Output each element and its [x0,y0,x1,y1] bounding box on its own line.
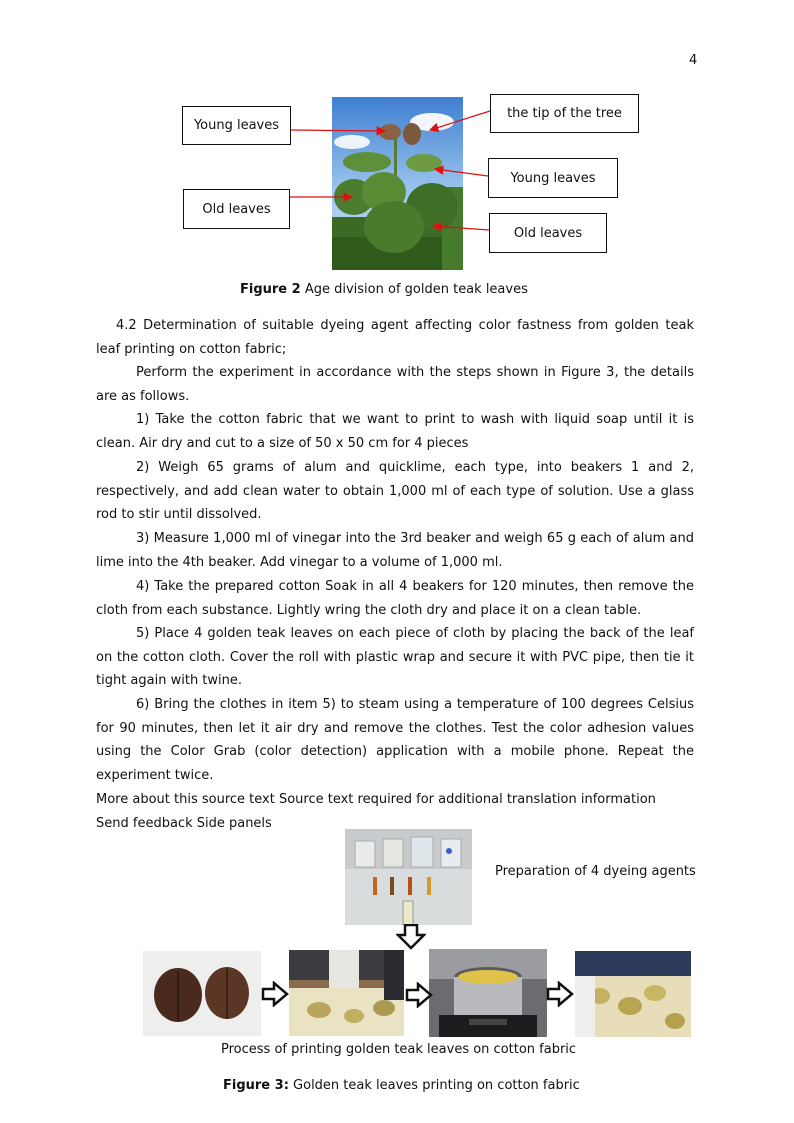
source-text-note: More about this source text Source text required for additional translation information [96,792,656,807]
prep-label: Preparation of 4 dyeing agents [495,864,696,879]
young-leaves-label-right: Young leaves [488,158,618,198]
tree-tip-label: the tip of the tree [490,94,639,133]
figure2-arrows [0,0,794,300]
figure2-caption [240,282,528,297]
figure3-caption-text: Golden teak leaves printing on cotton fabric [288,1078,580,1093]
printing-cloth-photo [289,950,404,1036]
section-intro: Perform the experiment in accordance with the steps shown in Figure 3, the details are as follows. [96,365,694,404]
right-arrow-icon-3 [546,981,574,1007]
old-leaves-label-left: Old leaves [183,189,290,229]
figure3-caption [223,1078,580,1093]
step-2: 2) Weigh 65 grams of alum and quicklime, each type, into beakers 1 and 2, respectively, and add clean water to obtain 1,000 ml of each type of solution. Use a glass rod to stir until dissolved. [96,460,694,523]
right-arrow-icon-1 [261,981,289,1007]
right-arrow-icon-2 [405,982,433,1008]
steaming-pot-photo [429,949,547,1037]
teak-leaves-photo [143,951,261,1036]
printed-cloth-result-photo [575,951,691,1037]
figure3-caption-prefix: Figure 3: [223,1078,289,1093]
step-5: 5) Place 4 golden teak leaves on each piece of cloth by placing the back of the leaf on the cotton cloth. Cover the roll with plastic wrap and secure it with PVC pipe, then tie it tight again with twine. [96,626,694,689]
step-3: 3) Measure 1,000 ml of vinegar into the 3rd beaker and weigh 65 g each of alum and lime into the 4th beaker. Add vinegar to a volume of 1,000 ml. [96,531,694,570]
process-label: Process of printing golden teak leaves on cotton fabric [221,1042,577,1057]
dyeing-agents-photo [345,829,472,925]
step-1: 1) Take the cotton fabric that we want to print to wash with liquid soap until it is clean. Air dry and cut to a size of 50 x 50 cm for 4 pieces [96,412,694,451]
old-leaves-label-right: Old leaves [489,213,607,253]
down-arrow-icon [396,924,426,950]
step-4: 4) Take the prepared cotton Soak in all 4 beakers for 120 minutes, then remove the cloth from each substance. Lightly wring the cloth dry and place it on a clean table. [96,579,694,618]
page-number: 4 [689,53,698,68]
step-6: 6) Bring the clothes in item 5) to steam using a temperature of 100 degrees Celsius for 90 minutes, then let it air dry and remove the clothes. Test the color adhesion values using the Color Grab (color detection) application with a mobile phone. Repeat the experiment twice. [96,697,694,783]
figure2-caption-text: Age division of golden teak leaves [300,282,528,297]
feedback-note: Send feedback Side panels [96,816,272,831]
section-heading: 4.2 Determination of suitable dyeing agent affecting color fastness from golden teak leaf printing on cotton fabric; [96,318,694,357]
young-leaves-label-left: Young leaves [182,106,291,145]
figure2-caption-prefix: Figure 2 [240,282,301,297]
